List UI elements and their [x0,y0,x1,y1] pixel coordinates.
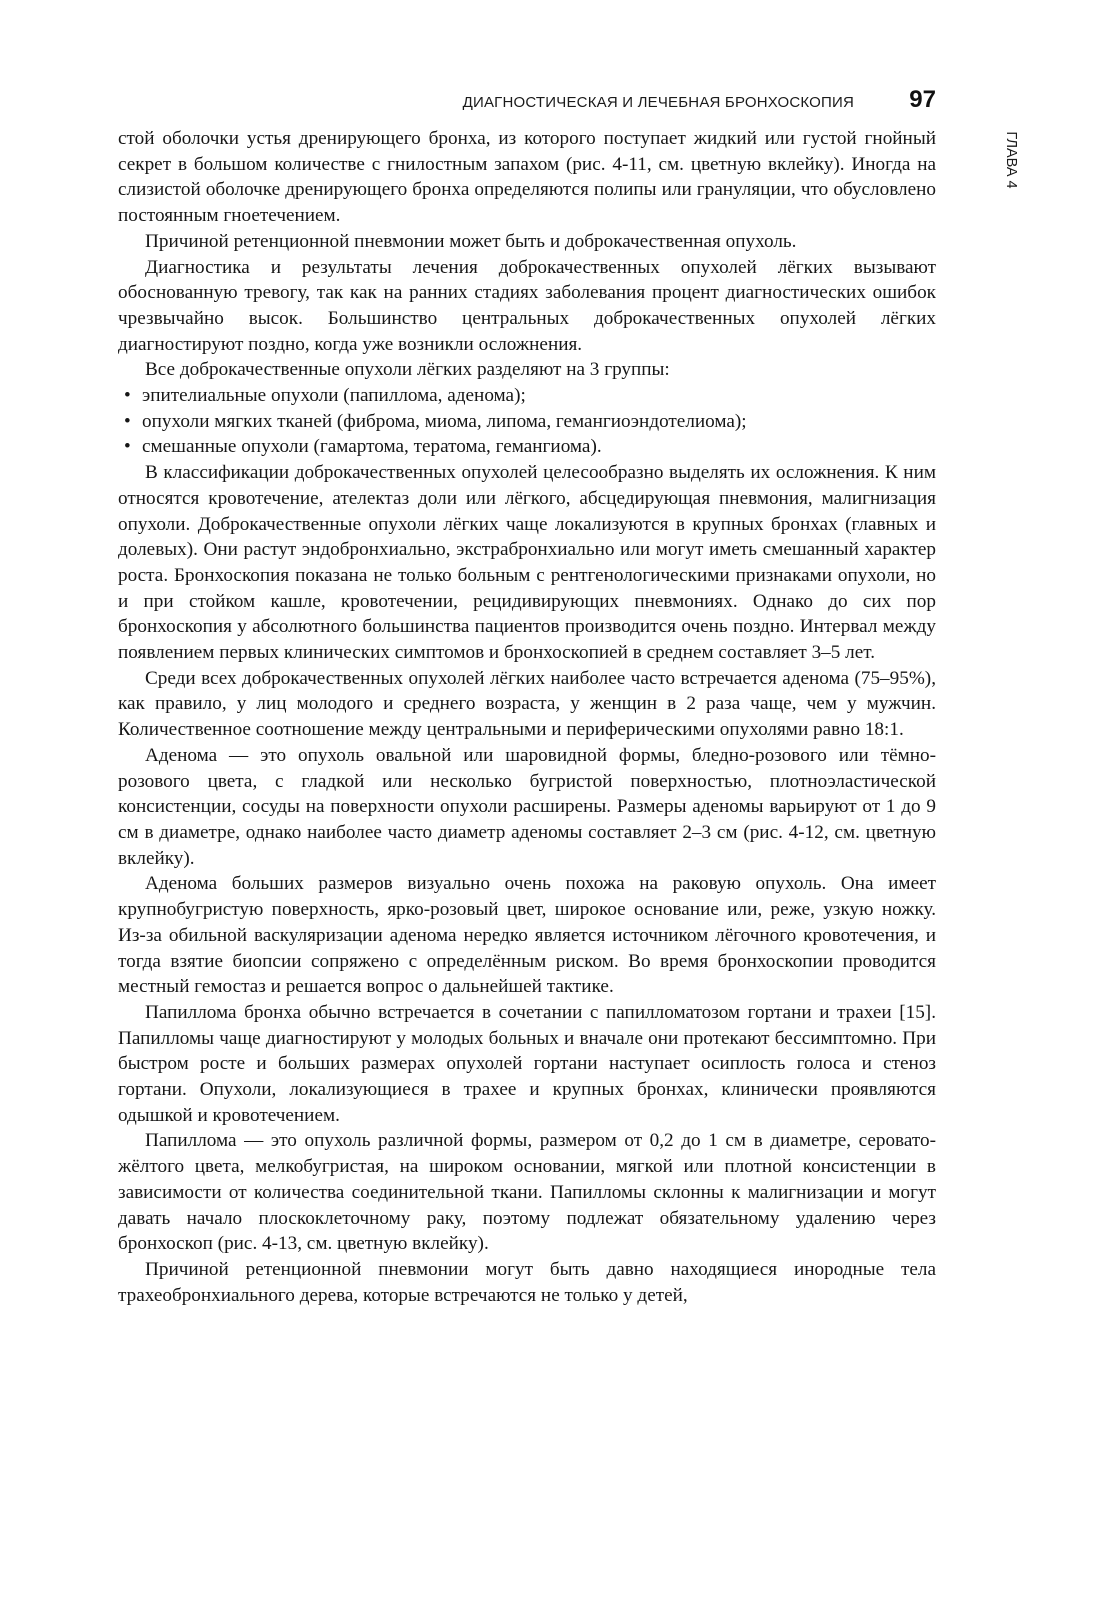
paragraph: стой оболочки устья дренирующего бронха, из которого поступает жидкий или густой гнойный секрет в большом количестве с гнилостным запахом (рис. 4-11, см. цветную вклейку). Иногда на слизистой оболочке дренирующего бронха определяются полипы или грануляции, что обусловлено постоянным гноетечением. [118,128,936,227]
page-header [118,88,936,124]
bullet-icon: • [124,410,131,432]
page-number: 97 [909,86,936,113]
list-item [118,383,936,409]
bullet-icon: • [124,385,131,407]
paragraph: Среди всех доброкачественных опухолей лёгких наиболее часто встречается аденома (75–95%), как правило, у лиц молодого и среднего возраста, у женщин в 2 раза чаще, чем у мужчин. Количественное соотношение между центральными и периферическими опухолями равно 18:1. [118,667,936,741]
paragraph: В классификации доброкачественных опухолей целесообразно выделять их осложнения. К ним относятся кровотечение, ателектаз доли или лёгкого, абсцедирующая пневмония, малигнизация опухоли. Доброкачественные опухоли лёгких чаще локализуются в крупных бронхах (главных и долевых). Они растут эндобронхиально, экстрабронхиально или могут иметь смешанный характер роста. Бронхоскопия показана не только больным с рентгенологическими признаками опухоли, но и при стойком кашле, кровотечении, рецидивирующих пневмониях. Однако до сих пор бронхоскопия у абсолютного большинства пациентов производится очень поздно. Интервал между появлением первых клинических симптомов и бронхоскопией в среднем составляет 3–5 лет. [118,462,936,664]
list-item-text: опухоли мягких тканей (фиброма, миома, липома, гемангиоэндотелиома); [142,410,747,432]
list-item-text: смешанные опухоли (гамартома, тератома, гемангиома). [142,436,602,458]
bullet-icon: • [124,436,131,458]
paragraph: Причиной ретенционной пневмонии может быть и доброкачественная опухоль. [145,230,797,252]
paragraph: Аденома больших размеров визуально очень похожа на раковую опухоль. Она имеет крупнобугристую поверхность, ярко-розовый цвет, широкое основание или, реже, узкую ножку. Из-за обильной васкуляризации аденома нередко является источником лёгочного кровотечения, и тогда взятие биопсии сопряжено с определённым риском. Во время бронхоскопии проводится местный гемостаз и решается вопрос о дальнейшей тактике. [118,873,936,998]
paragraph: Диагностика и результаты лечения доброкачественных опухолей лёгких вызывают обоснованную тревогу, так как на ранних стадиях заболевания процент диагностических ошибок чрезвычайно высок. Большинство центральных доброкачественных опухолей лёгких диагностируют поздно, когда уже возникли осложнения. [118,256,936,355]
list-item-text: эпителиальные опухоли (папиллома, аденома); [142,385,526,407]
list-item [118,409,936,435]
chapter-side-tab [998,128,1022,198]
paragraph: Папиллома бронха обычно встречается в сочетании с папилломатозом гортани и трахеи [15]. Папилломы чаще диагностируют у молодых больных и вначале они протекают бессимптомно. При быстром росте и больших размерах опухолей гортани наступает осиплость голоса и стеноз гортани. Опухоли, локализующиеся в трахее и крупных бронхах, клинически проявляются одышкой и кровотечением. [118,1001,936,1126]
chapter-label: ГЛАВА 4 [1003,131,1019,189]
running-title: ДИАГНОСТИЧЕСКАЯ И ЛЕЧЕБНАЯ БРОНХОСКОПИЯ [462,94,854,111]
body-text [118,126,936,1308]
list-item [118,434,936,460]
paragraph: Папиллома — это опухоль различной формы, размером от 0,2 до 1 см в диаметре, серовато-жёлтого цвета, мелкобугристая, на широком основании, мягкой или плотной консистенции в зависимости от количества соединительной ткани. Папилломы склонны к малигнизации и могут давать начало плоскоклеточному раку, поэтому подлежат обязательному удалению через бронхоскоп (рис. 4-13, см. цветную вклейку). [118,1130,936,1255]
paragraph: Аденома — это опухоль овальной или шаровидной формы, бледно-розового или тёмно-розового цвета, с гладкой или несколько бугристой поверхностью, плотноэластической консистенции, сосуды на поверхности опухоли расширены. Размеры аденомы варьируют от 1 до 9 см в диаметре, однако наиболее часто диаметр аденомы составляет 2–3 см (рис. 4-12, см. цветную вклейку). [118,744,936,869]
tumor-groups-list [118,383,936,460]
paragraph: Причиной ретенционной пневмонии могут быть давно находящиеся инородные тела трахеобронхиального дерева, которые встречаются не только у детей, [118,1258,936,1306]
paragraph: Все доброкачественные опухоли лёгких разделяют на 3 группы: [145,359,670,381]
